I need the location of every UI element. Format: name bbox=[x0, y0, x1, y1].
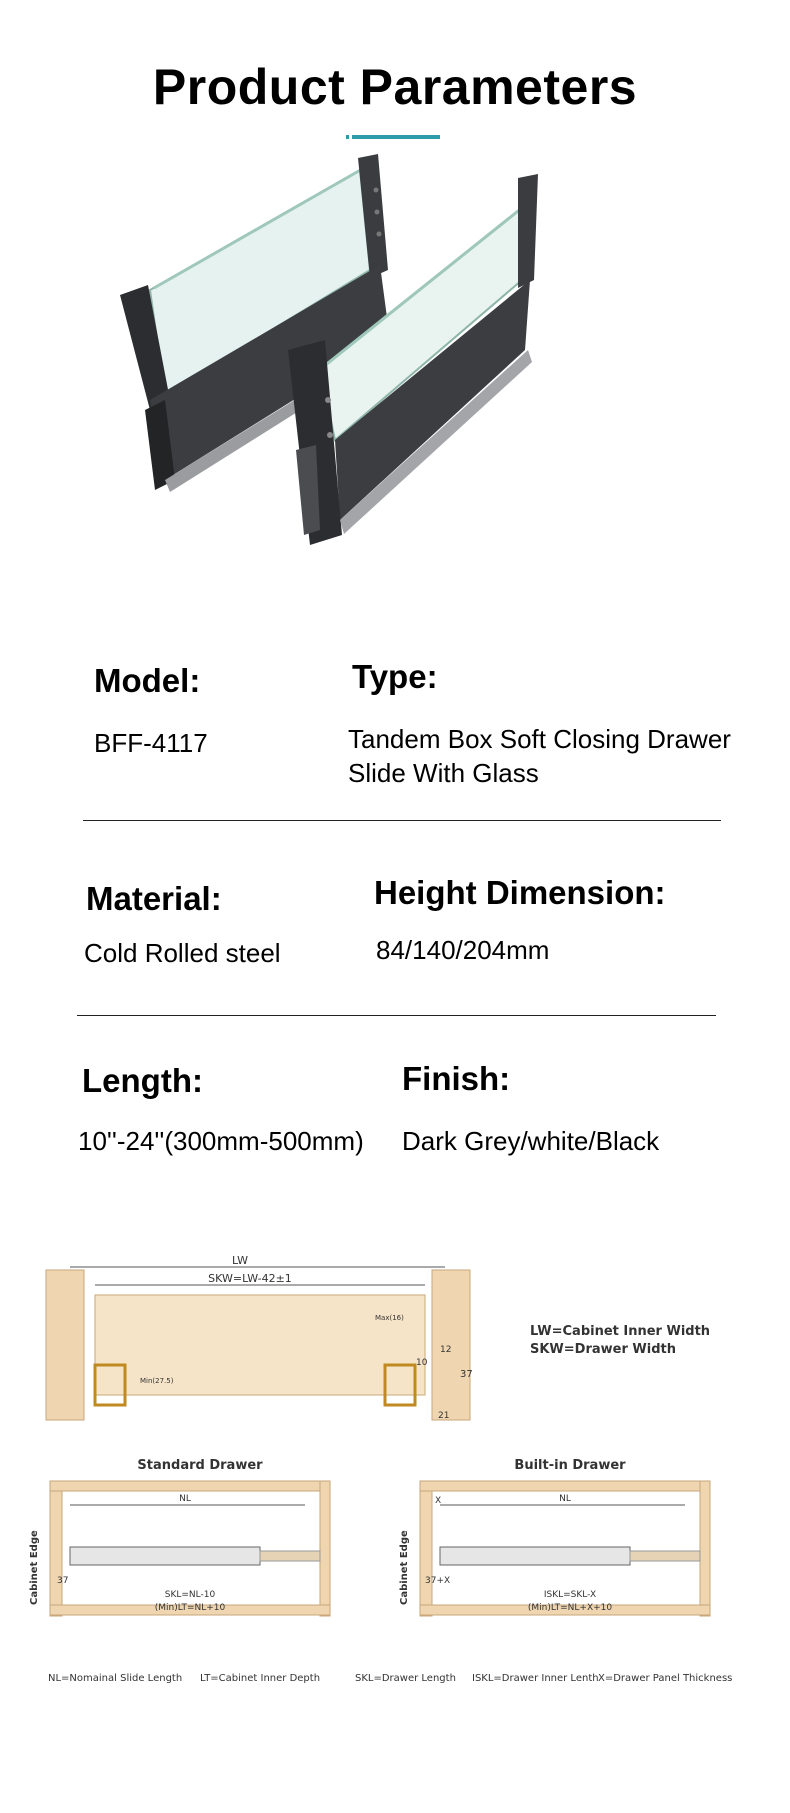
dim-21: 21 bbox=[438, 1411, 450, 1421]
type-value-line2: Slide With Glass bbox=[348, 758, 539, 788]
min-label: Min(27.5) bbox=[140, 1377, 174, 1385]
product-image bbox=[120, 150, 620, 560]
bi-37x-label: 37+X bbox=[425, 1576, 451, 1586]
builtin-drawer-title: Built-in Drawer bbox=[514, 1458, 626, 1473]
type-value-line1: Tandem Box Soft Closing Drawer bbox=[348, 724, 731, 754]
nl-label: NL bbox=[179, 1494, 191, 1504]
divider-1 bbox=[83, 820, 721, 821]
foot-iskl: ISKL=Drawer Inner Lenth bbox=[472, 1673, 599, 1684]
finish-value: Dark Grey/white/Black bbox=[402, 1126, 660, 1156]
standard-drawer-diagram bbox=[25, 1455, 365, 1645]
length-label: Length: bbox=[82, 1062, 203, 1099]
max-label: Max(16) bbox=[375, 1314, 404, 1322]
divider-2 bbox=[77, 1015, 716, 1016]
legend-lw: LW=Cabinet Inner Width bbox=[530, 1324, 711, 1339]
builtin-nl-label: NL bbox=[559, 1494, 571, 1504]
legend-skw: SKW=Drawer Width bbox=[530, 1342, 676, 1357]
builtin-slide-rail bbox=[440, 1547, 630, 1565]
cross-section-diagram bbox=[40, 1255, 760, 1425]
right-rear-post bbox=[518, 174, 538, 288]
lw-label: LW bbox=[232, 1255, 248, 1267]
std-skl-label: SKL=NL-10 bbox=[164, 1590, 216, 1600]
height-dimension-value: 84/140/204mm bbox=[376, 935, 550, 965]
bi-iskl-label: ISKL=SKL-X bbox=[543, 1590, 597, 1600]
foot-x: X=Drawer Panel Thickness bbox=[598, 1673, 733, 1684]
skw-formula: SKW=LW-42±1 bbox=[208, 1272, 292, 1285]
dim-12: 12 bbox=[440, 1345, 452, 1355]
model-label: Model: bbox=[94, 662, 201, 699]
cabinet-edge-label: Cabinet Edge bbox=[29, 1530, 40, 1605]
standard-drawer-title: Standard Drawer bbox=[137, 1458, 263, 1473]
builtin-drawer-diagram bbox=[395, 1455, 735, 1645]
bi-lt-label: (Min)LT=NL+X+10 bbox=[527, 1603, 613, 1613]
model-value: BFF-4117 bbox=[94, 728, 208, 758]
height-dimension-label: Height Dimension: bbox=[374, 874, 666, 911]
foot-skl: SKL=Drawer Length bbox=[355, 1673, 456, 1684]
dim-37: 37 bbox=[460, 1369, 473, 1380]
foot-nl: NL=Nomainal Slide Length bbox=[48, 1673, 183, 1684]
material-value: Cold Rolled steel bbox=[84, 938, 281, 968]
material-label: Material: bbox=[86, 880, 222, 917]
finish-label: Finish: bbox=[402, 1060, 511, 1097]
dim-10: 10 bbox=[416, 1358, 428, 1368]
foot-lt: LT=Cabinet Inner Depth bbox=[200, 1673, 321, 1684]
type-label: Type: bbox=[352, 658, 438, 695]
std-lt-label: (Min)LT=NL+10 bbox=[154, 1603, 226, 1613]
left-cabinet-wall bbox=[46, 1270, 84, 1420]
title-underline bbox=[352, 135, 440, 139]
builtin-cabinet-edge-label: Cabinet Edge bbox=[399, 1530, 410, 1605]
length-value: 10''-24''(300mm-500mm) bbox=[78, 1126, 364, 1156]
std-37-label: 37 bbox=[57, 1576, 69, 1586]
footer-legend bbox=[0, 1665, 790, 1695]
page-title: Product Parameters bbox=[152, 59, 638, 115]
x-label: X bbox=[435, 1496, 442, 1506]
slide-rail bbox=[70, 1547, 260, 1565]
